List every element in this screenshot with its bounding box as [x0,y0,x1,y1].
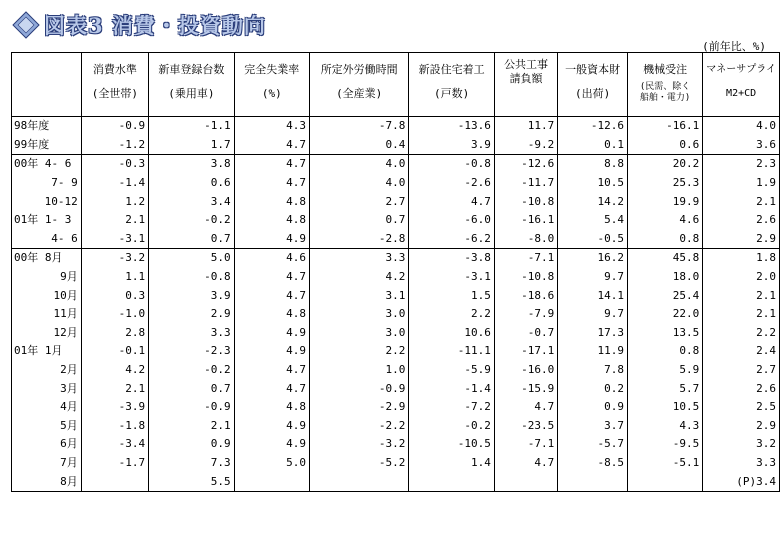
table-row [12,192,780,211]
table-cell: 11.7 [494,117,557,136]
header-col: 完全失業率 (%) [234,53,309,117]
table-cell [558,472,628,491]
table-cell: 1.8 [703,249,780,268]
table-cell: -0.1 [81,342,148,361]
table-row [12,117,780,136]
table-cell: 45.8 [627,249,702,268]
row-label: 4- 6 [12,230,82,249]
table-cell: 4.9 [234,324,309,343]
table-cell: 0.7 [149,379,234,398]
table-cell: 0.8 [627,230,702,249]
table-cell: -0.9 [310,379,409,398]
table-cell: 1.1 [81,268,148,287]
table-cell: 4.7 [494,454,557,473]
table-cell: 2.1 [81,211,148,230]
table-cell: -0.2 [149,361,234,380]
table-cell: -3.2 [310,435,409,454]
table-cell: -16.1 [494,211,557,230]
table-cell: -7.1 [494,249,557,268]
table-cell: -11.7 [494,174,557,193]
table-cell: -12.6 [558,117,628,136]
table-cell: 2.3 [703,155,780,174]
table-cell: 2.6 [703,379,780,398]
table-row [12,286,780,305]
table-cell: 4.6 [234,249,309,268]
table-cell: 4.3 [627,417,702,436]
table-cell: 4.9 [234,342,309,361]
table-cell: 4.3 [234,117,309,136]
table-cell: -12.6 [494,155,557,174]
header-col: 新車登録台数 (乗用車) [149,53,234,117]
table-cell: -1.2 [81,136,148,155]
table-cell: 4.9 [234,230,309,249]
data-table [11,52,780,492]
header-row [12,53,780,117]
row-label: 11月 [12,305,82,324]
table-cell [494,472,557,491]
table-cell: 10.5 [558,174,628,193]
row-label: 01年 1月 [12,342,82,361]
table-cell: 4.7 [234,361,309,380]
table-cell: 3.3 [703,454,780,473]
table-cell: 10.5 [627,398,702,417]
table-cell: 4.9 [234,417,309,436]
table-row [12,472,780,491]
table-cell: 2.0 [703,268,780,287]
row-label: 3月 [12,379,82,398]
table-cell: -1.1 [149,117,234,136]
table-cell: 4.7 [234,286,309,305]
table-cell: 9.7 [558,305,628,324]
row-label: 6月 [12,435,82,454]
table-cell: -3.1 [409,268,494,287]
row-label: 99年度 [12,136,82,155]
table-cell: 1.0 [310,361,409,380]
table-cell: 2.2 [703,324,780,343]
table-cell: 2.7 [703,361,780,380]
table-cell: -18.6 [494,286,557,305]
table-row [12,305,780,324]
table-cell: 0.9 [558,398,628,417]
table-cell: -2.2 [310,417,409,436]
table-cell: 2.1 [703,305,780,324]
table-cell: 3.7 [558,417,628,436]
table-cell: -7.8 [310,117,409,136]
table-row [12,136,780,155]
row-label: 7月 [12,454,82,473]
header-col: 公共工事 請負額 [494,53,557,117]
table-row [12,268,780,287]
table-cell: 3.2 [703,435,780,454]
table-row [12,249,780,268]
table-cell: 25.4 [627,286,702,305]
table-row [12,230,780,249]
row-label: 12月 [12,324,82,343]
table-cell: -2.6 [409,174,494,193]
table-cell: -8.0 [494,230,557,249]
header-col: マネーサプライ M2+CD [703,53,780,117]
table-cell: 4.7 [494,398,557,417]
table-cell: -0.2 [149,211,234,230]
table-cell: 18.0 [627,268,702,287]
table-cell: 7.3 [149,454,234,473]
table-cell: 2.1 [703,192,780,211]
table-cell: -2.3 [149,342,234,361]
table-cell: 3.8 [149,155,234,174]
table-cell: 0.2 [558,379,628,398]
table-row [12,342,780,361]
table-cell: -9.5 [627,435,702,454]
table-cell: -13.6 [409,117,494,136]
table-cell: 2.1 [81,379,148,398]
table-cell [310,472,409,491]
table-cell: 20.2 [627,155,702,174]
table-cell: -3.8 [409,249,494,268]
table-cell: 1.2 [81,192,148,211]
table-cell: 4.6 [627,211,702,230]
row-label: 98年度 [12,117,82,136]
table-cell: 10.6 [409,324,494,343]
row-label: 10-12 [12,192,82,211]
table-cell: 0.6 [149,174,234,193]
table-cell: 9.7 [558,268,628,287]
table-cell: 3.6 [703,136,780,155]
table-cell: 4.9 [234,435,309,454]
table-cell: 4.7 [234,268,309,287]
table-cell: 0.4 [310,136,409,155]
table-cell: 2.9 [149,305,234,324]
table-cell: 0.7 [149,230,234,249]
table-row [12,361,780,380]
row-label: 4月 [12,398,82,417]
diamond-bullet-icon [12,11,40,39]
table-cell: 11.9 [558,342,628,361]
table-cell: -1.0 [81,305,148,324]
table-cell: -5.1 [627,454,702,473]
table-cell: -10.8 [494,268,557,287]
title-block [12,10,266,40]
table-cell: -0.5 [558,230,628,249]
table-cell: 4.2 [310,268,409,287]
table-cell: 4.0 [310,174,409,193]
table-cell: 1.4 [409,454,494,473]
table-cell: 22.0 [627,305,702,324]
row-label: 01年 1- 3 [12,211,82,230]
table-cell: 4.7 [234,136,309,155]
table-cell: -5.2 [310,454,409,473]
table-cell: 0.1 [558,136,628,155]
table-cell: 2.9 [703,417,780,436]
table-cell: -7.9 [494,305,557,324]
table-cell: 2.6 [703,211,780,230]
table-cell: 3.1 [310,286,409,305]
table-cell: 5.0 [149,249,234,268]
table-cell: -1.4 [409,379,494,398]
table-cell: -1.7 [81,454,148,473]
table-cell: -5.7 [558,435,628,454]
table-cell [627,472,702,491]
header-col: 新設住宅着工 (戸数) [409,53,494,117]
table-cell: 5.5 [149,472,234,491]
table-cell: 1.5 [409,286,494,305]
table-cell: 8.8 [558,155,628,174]
table-cell: -15.9 [494,379,557,398]
table-cell: -11.1 [409,342,494,361]
table-cell: 14.1 [558,286,628,305]
table-cell: 1.9 [703,174,780,193]
table-cell: 19.9 [627,192,702,211]
table-cell: -7.2 [409,398,494,417]
header-col: 機械受注 (民需、除く 船舶・電力) [627,53,702,117]
row-label: 00年 4- 6 [12,155,82,174]
table-cell: 3.9 [149,286,234,305]
table-cell: 5.0 [234,454,309,473]
table-cell: -23.5 [494,417,557,436]
table-cell: -10.8 [494,192,557,211]
page-title: 図表3 消費・投資動向 [44,13,266,38]
table-cell: 4.0 [310,155,409,174]
table-cell: -2.8 [310,230,409,249]
table-cell: 4.8 [234,305,309,324]
row-label: 7- 9 [12,174,82,193]
row-label: 00年 8月 [12,249,82,268]
table-cell: -1.4 [81,174,148,193]
table-cell: 0.8 [627,342,702,361]
table-cell: -0.3 [81,155,148,174]
table-cell: 5.9 [627,361,702,380]
row-label: 8月 [12,472,82,491]
table-cell: 4.7 [234,155,309,174]
table-cell: 0.9 [149,435,234,454]
table-cell: 2.1 [703,286,780,305]
table-cell: 0.7 [310,211,409,230]
table-cell [409,472,494,491]
table-cell: -0.8 [149,268,234,287]
table-cell: 3.0 [310,324,409,343]
table-cell: 2.1 [149,417,234,436]
row-label: 2月 [12,361,82,380]
row-label: 9月 [12,268,82,287]
table-cell: 5.7 [627,379,702,398]
table-cell: 7.8 [558,361,628,380]
table-cell: 3.3 [310,249,409,268]
header-corner [12,53,82,117]
table-cell: -6.2 [409,230,494,249]
table-cell: 17.3 [558,324,628,343]
table-cell: 4.8 [234,398,309,417]
table-cell: -16.0 [494,361,557,380]
table-cell: 2.2 [409,305,494,324]
table-cell: -10.5 [409,435,494,454]
header-col: 消費水準 (全世帯) [81,53,148,117]
table-cell: -3.4 [81,435,148,454]
table-row [12,174,780,193]
table-cell: -17.1 [494,342,557,361]
table-cell: 4.7 [409,192,494,211]
table-cell: -0.2 [409,417,494,436]
table-row [12,379,780,398]
table-cell: -1.8 [81,417,148,436]
table-cell: -6.0 [409,211,494,230]
table-cell [81,472,148,491]
header-col: 一般資本財 (出荷) [558,53,628,117]
table-cell: 4.7 [234,379,309,398]
table-cell: -7.1 [494,435,557,454]
table-cell: 2.9 [703,230,780,249]
table-cell: -5.9 [409,361,494,380]
table-cell: 4.0 [703,117,780,136]
table-row [12,324,780,343]
table-row [12,211,780,230]
table-cell: -0.9 [81,117,148,136]
table-cell: 0.3 [81,286,148,305]
table-cell: 2.8 [81,324,148,343]
table-cell: 13.5 [627,324,702,343]
table-cell: 14.2 [558,192,628,211]
table-cell: -3.1 [81,230,148,249]
table-row [12,417,780,436]
header-col: 所定外労働時間 (全産業) [310,53,409,117]
table-cell: 4.8 [234,211,309,230]
table-cell: 3.0 [310,305,409,324]
table-row [12,155,780,174]
table-row [12,435,780,454]
table-cell: -2.9 [310,398,409,417]
table-cell: -8.5 [558,454,628,473]
table-cell: 2.5 [703,398,780,417]
table-cell: 4.8 [234,192,309,211]
table-cell: 4.7 [234,174,309,193]
table-cell: 25.3 [627,174,702,193]
table-cell: -0.8 [409,155,494,174]
table-cell: 3.4 [149,192,234,211]
table-row [12,398,780,417]
table-row [12,454,780,473]
table-cell: 5.4 [558,211,628,230]
row-label: 10月 [12,286,82,305]
table-cell: 0.6 [627,136,702,155]
table-cell: 4.2 [81,361,148,380]
table-cell [234,472,309,491]
table-cell: (P)3.4 [703,472,780,491]
table-cell: -3.2 [81,249,148,268]
table-cell: -9.2 [494,136,557,155]
table-cell: 2.7 [310,192,409,211]
table-cell: -16.1 [627,117,702,136]
table-cell: 3.3 [149,324,234,343]
table-cell: -0.9 [149,398,234,417]
unit-note: (前年比、%) [702,40,766,53]
table-cell: 16.2 [558,249,628,268]
table-cell: -0.7 [494,324,557,343]
table-cell: 2.2 [310,342,409,361]
table-cell: 3.9 [409,136,494,155]
table-cell: 1.7 [149,136,234,155]
row-label: 5月 [12,417,82,436]
table-cell: -3.9 [81,398,148,417]
table-cell: 2.4 [703,342,780,361]
